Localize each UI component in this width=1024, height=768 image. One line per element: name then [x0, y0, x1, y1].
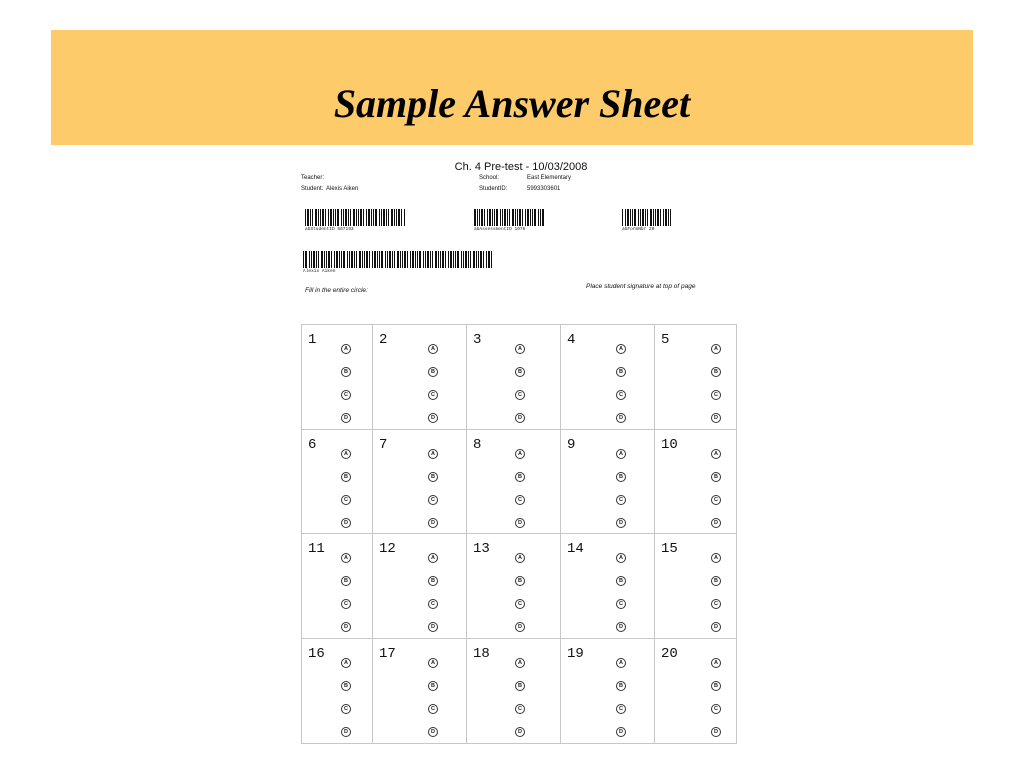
- question-number: 6: [308, 436, 317, 453]
- question-number: 17: [379, 645, 396, 662]
- question-number: 15: [661, 541, 678, 557]
- answer-bubble-c[interactable]: C: [616, 599, 626, 609]
- answer-bubble-c[interactable]: C: [341, 495, 351, 505]
- question-number: 12: [379, 541, 396, 557]
- question-cell: [561, 534, 655, 639]
- school-value: East Elementary: [527, 175, 572, 181]
- form-number-barcode-caption: abFormNbr 20: [622, 227, 655, 232]
- question-number: 11: [308, 541, 325, 557]
- question-number: 14: [567, 541, 584, 557]
- question-number: 2: [379, 332, 388, 348]
- answer-bubble-d[interactable]: D: [428, 622, 438, 632]
- answer-bubble-d[interactable]: D: [616, 727, 626, 737]
- question-cell: [655, 430, 736, 535]
- answer-bubble-d[interactable]: D: [616, 622, 626, 632]
- answer-bubble-b[interactable]: B: [616, 472, 626, 482]
- answer-bubbles: [428, 553, 440, 645]
- answer-bubble-c[interactable]: C: [616, 390, 626, 400]
- answer-bubbles: [711, 344, 723, 436]
- answer-bubble-b[interactable]: B: [616, 576, 626, 586]
- answer-bubble-c[interactable]: C: [711, 704, 721, 714]
- answer-bubble-c[interactable]: C: [341, 390, 351, 400]
- question-number: 18: [473, 645, 490, 662]
- answer-bubble-a[interactable]: A: [711, 449, 721, 459]
- answer-bubble-a[interactable]: A: [711, 344, 721, 354]
- school-label: School:: [479, 175, 500, 181]
- answer-bubble-a[interactable]: A: [341, 553, 351, 563]
- answer-bubble-c[interactable]: C: [515, 704, 525, 714]
- answer-bubble-c[interactable]: C: [341, 704, 351, 714]
- answer-bubble-a[interactable]: A: [616, 553, 626, 563]
- answer-bubble-b[interactable]: B: [428, 472, 438, 482]
- question-cell: [373, 639, 467, 744]
- student-id-barcode-caption: abStudentID 567193: [305, 227, 354, 232]
- answer-bubbles: [711, 553, 723, 645]
- answer-bubble-c[interactable]: C: [616, 704, 626, 714]
- answer-grid: [301, 324, 737, 744]
- answer-bubbles: [515, 344, 527, 436]
- answer-bubble-b[interactable]: B: [428, 367, 438, 377]
- answer-bubble-b[interactable]: B: [616, 367, 626, 377]
- answer-bubble-d[interactable]: D: [711, 413, 721, 423]
- form-number-barcode: [622, 209, 672, 226]
- question-cell: [302, 639, 373, 744]
- question-cell: [655, 325, 736, 430]
- answer-bubble-c[interactable]: C: [515, 495, 525, 505]
- question-cell: [655, 639, 736, 744]
- question-number: 16: [308, 645, 325, 662]
- answer-bubbles: [616, 553, 628, 645]
- question-number: 19: [567, 645, 584, 662]
- question-cell: [561, 325, 655, 430]
- question-number: 1: [308, 332, 317, 348]
- student-id-label: StudentID:: [479, 186, 508, 192]
- answer-bubble-a[interactable]: A: [428, 553, 438, 563]
- question-cell: [373, 534, 467, 639]
- answer-bubble-a[interactable]: A: [616, 658, 626, 668]
- answer-bubble-b[interactable]: B: [711, 472, 721, 482]
- answer-bubble-d[interactable]: D: [711, 518, 721, 528]
- question-cell: [302, 534, 373, 639]
- title-banner: [51, 30, 973, 145]
- answer-sheet: [296, 155, 746, 755]
- answer-bubbles: [341, 553, 353, 645]
- question-number: 9: [567, 436, 576, 453]
- answer-bubble-c[interactable]: C: [428, 599, 438, 609]
- question-number: 10: [661, 436, 678, 453]
- answer-bubbles: [515, 658, 527, 750]
- answer-bubbles: [515, 553, 527, 645]
- answer-bubble-a[interactable]: A: [515, 449, 525, 459]
- answer-bubble-d[interactable]: D: [515, 622, 525, 632]
- answer-bubble-d[interactable]: D: [428, 413, 438, 423]
- student-label: Student:: [301, 186, 324, 192]
- teacher-label: Teacher:: [301, 175, 325, 181]
- answer-bubble-a[interactable]: A: [515, 658, 525, 668]
- answer-bubble-c[interactable]: C: [428, 495, 438, 505]
- answer-bubble-b[interactable]: B: [711, 367, 721, 377]
- question-cell: [655, 534, 736, 639]
- answer-bubble-a[interactable]: A: [616, 449, 626, 459]
- question-number: 3: [473, 332, 482, 348]
- answer-bubble-d[interactable]: D: [341, 413, 351, 423]
- answer-bubbles: [616, 658, 628, 750]
- answer-bubbles: [428, 658, 440, 750]
- answer-bubble-b[interactable]: B: [711, 576, 721, 586]
- student-name-barcode: [303, 251, 492, 268]
- question-cell: [467, 325, 561, 430]
- answer-bubble-d[interactable]: D: [428, 727, 438, 737]
- student-id-value: 5993303601: [527, 186, 561, 192]
- answer-bubble-d[interactable]: D: [341, 727, 351, 737]
- answer-bubble-a[interactable]: A: [428, 344, 438, 354]
- answer-bubbles: [616, 449, 628, 541]
- answer-bubbles: [711, 449, 723, 541]
- answer-bubble-b[interactable]: B: [515, 472, 525, 482]
- question-number: 8: [473, 436, 482, 453]
- answer-bubble-a[interactable]: A: [341, 344, 351, 354]
- answer-bubbles: [616, 344, 628, 436]
- assessment-id-barcode: [474, 209, 545, 226]
- answer-bubble-c[interactable]: C: [711, 599, 721, 609]
- question-number: 13: [473, 541, 490, 557]
- answer-bubble-d[interactable]: D: [341, 622, 351, 632]
- question-cell: [467, 430, 561, 535]
- answer-bubble-c[interactable]: C: [428, 704, 438, 714]
- signature-note: Place student signature at top of page: [586, 283, 696, 290]
- answer-bubble-c[interactable]: C: [515, 390, 525, 400]
- question-cell: [467, 639, 561, 744]
- answer-bubble-d[interactable]: D: [616, 518, 626, 528]
- answer-bubble-d[interactable]: D: [616, 413, 626, 423]
- slide-title: Sample Answer Sheet: [333, 81, 691, 126]
- answer-bubble-b[interactable]: B: [341, 576, 351, 586]
- question-number: 7: [379, 436, 388, 453]
- answer-bubbles: [711, 658, 723, 750]
- answer-bubble-c[interactable]: C: [428, 390, 438, 400]
- answer-bubble-d[interactable]: D: [515, 518, 525, 528]
- answer-bubble-b[interactable]: B: [616, 681, 626, 691]
- answer-bubble-b[interactable]: B: [341, 681, 351, 691]
- student-name-barcode-caption: Alexis Aiken: [303, 269, 336, 274]
- question-number: 4: [567, 332, 576, 348]
- student-id-barcode: [305, 209, 406, 226]
- answer-bubble-a[interactable]: A: [515, 344, 525, 354]
- answer-bubbles: [428, 344, 440, 436]
- sheet-title: Ch. 4 Pre-test - 10/03/2008: [454, 161, 588, 173]
- answer-bubble-a[interactable]: A: [711, 658, 721, 668]
- question-cell: [561, 430, 655, 535]
- question-cell: [302, 325, 373, 430]
- answer-bubble-d[interactable]: D: [515, 413, 525, 423]
- answer-bubbles: [428, 449, 440, 541]
- answer-bubble-a[interactable]: A: [341, 449, 351, 459]
- answer-bubble-c[interactable]: C: [341, 599, 351, 609]
- answer-bubble-c[interactable]: C: [711, 390, 721, 400]
- answer-bubble-c[interactable]: C: [616, 495, 626, 505]
- question-cell: [467, 534, 561, 639]
- question-number: 20: [661, 645, 678, 662]
- answer-bubble-b[interactable]: B: [341, 367, 351, 377]
- assessment-id-barcode-caption: abAssessmentID 1076: [474, 227, 526, 232]
- answer-bubbles: [341, 344, 353, 436]
- answer-bubble-d[interactable]: D: [341, 518, 351, 528]
- answer-bubble-a[interactable]: A: [515, 553, 525, 563]
- answer-bubble-b[interactable]: B: [711, 681, 721, 691]
- answer-bubbles: [515, 449, 527, 541]
- question-cell: [561, 639, 655, 744]
- answer-bubble-a[interactable]: A: [616, 344, 626, 354]
- answer-bubble-b[interactable]: B: [515, 576, 525, 586]
- answer-bubble-b[interactable]: B: [515, 367, 525, 377]
- question-cell: [302, 430, 373, 535]
- answer-bubble-d[interactable]: D: [711, 622, 721, 632]
- answer-bubble-b[interactable]: B: [428, 576, 438, 586]
- answer-bubble-a[interactable]: A: [711, 553, 721, 563]
- answer-bubble-d[interactable]: D: [515, 727, 525, 737]
- fill-instruction: Fill in the entire circle:: [305, 287, 368, 294]
- student-value: Alexis Aiken: [326, 186, 359, 192]
- question-cell: [373, 325, 467, 430]
- answer-bubble-b[interactable]: B: [428, 681, 438, 691]
- answer-bubble-d[interactable]: D: [711, 727, 721, 737]
- answer-bubble-c[interactable]: C: [515, 599, 525, 609]
- answer-bubble-b[interactable]: B: [341, 472, 351, 482]
- answer-bubble-b[interactable]: B: [515, 681, 525, 691]
- answer-bubble-d[interactable]: D: [428, 518, 438, 528]
- answer-bubble-c[interactable]: C: [711, 495, 721, 505]
- question-cell: [373, 430, 467, 535]
- question-number: 5: [661, 332, 670, 348]
- answer-bubbles: [341, 658, 353, 750]
- answer-bubbles: [341, 449, 353, 541]
- answer-bubble-a[interactable]: A: [428, 658, 438, 668]
- answer-bubble-a[interactable]: A: [341, 658, 351, 668]
- answer-bubble-a[interactable]: A: [428, 449, 438, 459]
